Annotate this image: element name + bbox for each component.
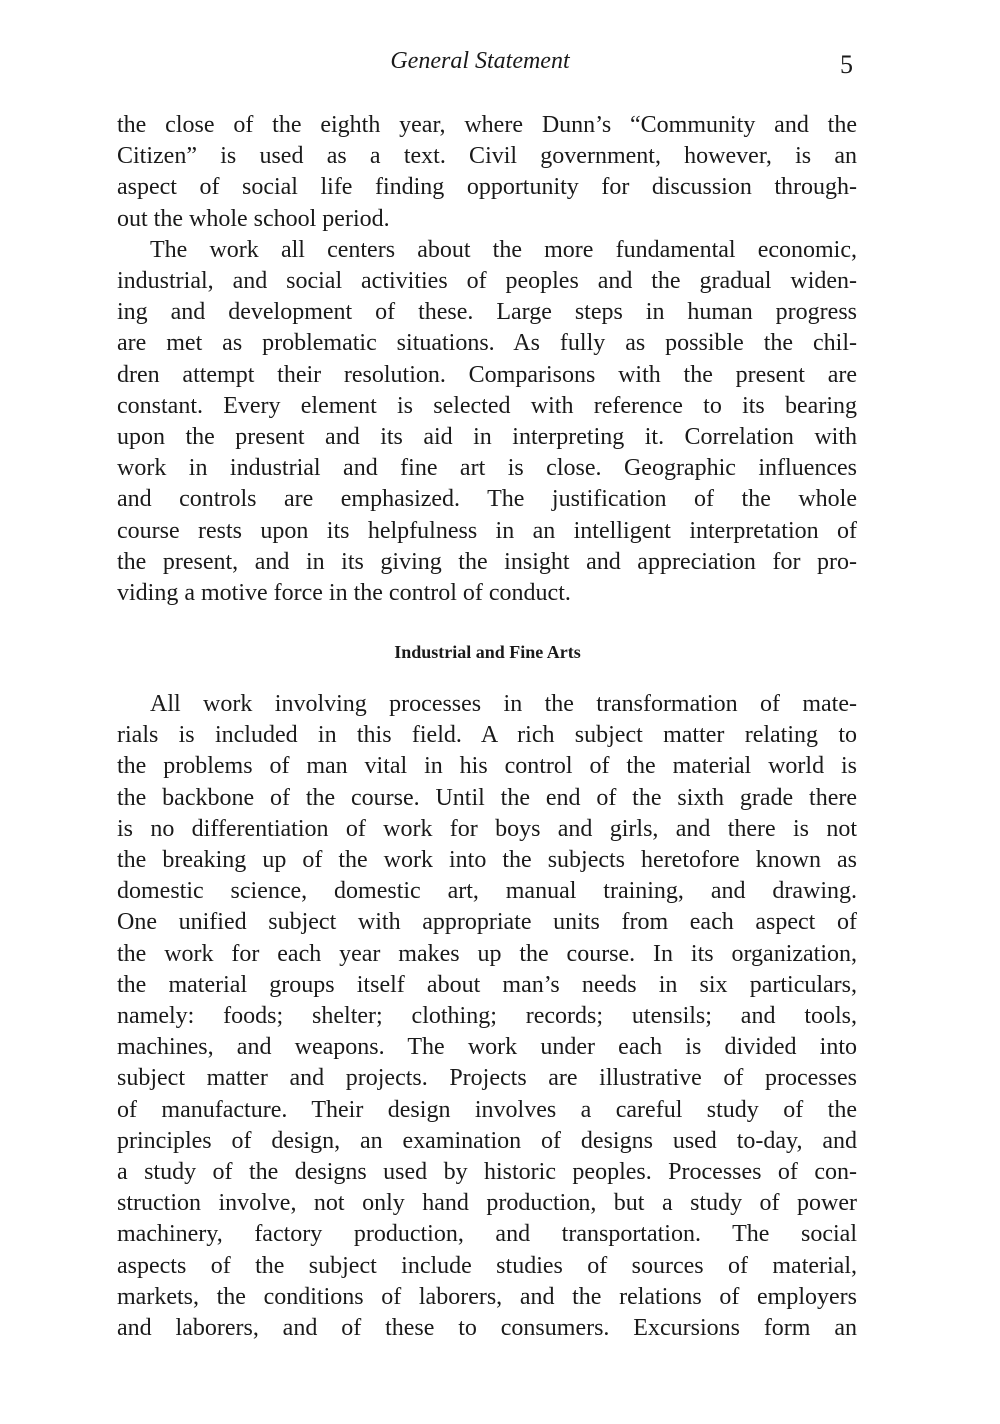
text-line: struction involve, not only hand production, but a study of power (117, 1190, 857, 1217)
text-line: aspect of social life finding opportunity for discussion through- (117, 174, 857, 201)
text-line: the close of the eighth year, where Dunn’s “Community and the (117, 112, 857, 138)
text-line: domestic science, domestic art, manual training, and drawing. (117, 878, 857, 905)
text-line: out the whole school period. (117, 205, 390, 232)
text-line: One unified subject with appropriate units from each aspect of (117, 909, 857, 936)
section-heading: Industrial and Fine Arts (394, 642, 581, 662)
text-line: the material groups itself about man’s needs in six particulars, (117, 971, 857, 998)
text-line: the problems of man vital in his control of the material world is (117, 753, 857, 780)
text-line: a study of the designs used by historic peoples. Processes of con- (117, 1159, 857, 1185)
text-line: markets, the conditions of laborers, and the relations of employers (117, 1283, 857, 1310)
text-line: The work all centers about the more fundamental economic, (150, 236, 857, 263)
text-line: dren attempt their resolution. Comparisons with the present are (117, 361, 857, 388)
text-line: industrial, and social activities of peoples and the gradual widen- (117, 268, 857, 294)
text-line: constant. Every element is selected with reference to its bearing (117, 392, 857, 419)
text-line: is no differentiation of work for boys and girls, and there is not (117, 815, 857, 842)
text-line: the backbone of the course. Until the end of the sixth grade there (117, 784, 857, 811)
text-line: the present, and in its giving the insight and appreciation for pro- (117, 548, 857, 575)
text-line: the breaking up of the work into the subjects heretofore known as (117, 847, 857, 873)
text-line: work in industrial and fine art is close. Geographic influences (117, 455, 857, 482)
text-line: viding a motive force in the control of conduct. (117, 580, 571, 606)
text-line: namely: foods; shelter; clothing; records; utensils; and tools, (117, 1003, 857, 1029)
text-line: and controls are emphasized. The justification of the whole (117, 486, 857, 513)
text-line: machines, and weapons. The work under each is divided into (117, 1034, 857, 1061)
text-line: and laborers, and of these to consumers. Excursions form an (117, 1315, 857, 1341)
text-line: course rests upon its helpfulness in an intelligent interpretation of (117, 517, 857, 544)
text-line: principles of design, an examination of designs used to-day, and (117, 1127, 857, 1154)
text-line: machinery, factory production, and transportation. The social (117, 1221, 857, 1248)
text-line: are met as problematic situations. As fully as possible the chil- (117, 330, 857, 357)
text-line: subject matter and projects. Projects are illustrative of processes (117, 1065, 857, 1092)
text-line: Citizen” is used as a text. Civil government, however, is an (117, 143, 857, 170)
text-line: the work for each year makes up the course. In its organization, (117, 940, 857, 967)
text-line: upon the present and its aid in interpreting it. Correlation with (117, 424, 857, 450)
text-line: of manufacture. Their design involves a careful study of the (117, 1096, 857, 1123)
text-line: rials is included in this field. A rich subject matter relating to (117, 722, 857, 749)
text-line: ing and development of these. Large steps in human progress (117, 299, 857, 326)
text-line: All work involving processes in the transformation of mate- (150, 691, 857, 717)
text-line: aspects of the subject include studies of sources of material, (117, 1252, 857, 1279)
page-number: 5 (840, 50, 853, 79)
running-header-title: General Statement (390, 48, 570, 74)
